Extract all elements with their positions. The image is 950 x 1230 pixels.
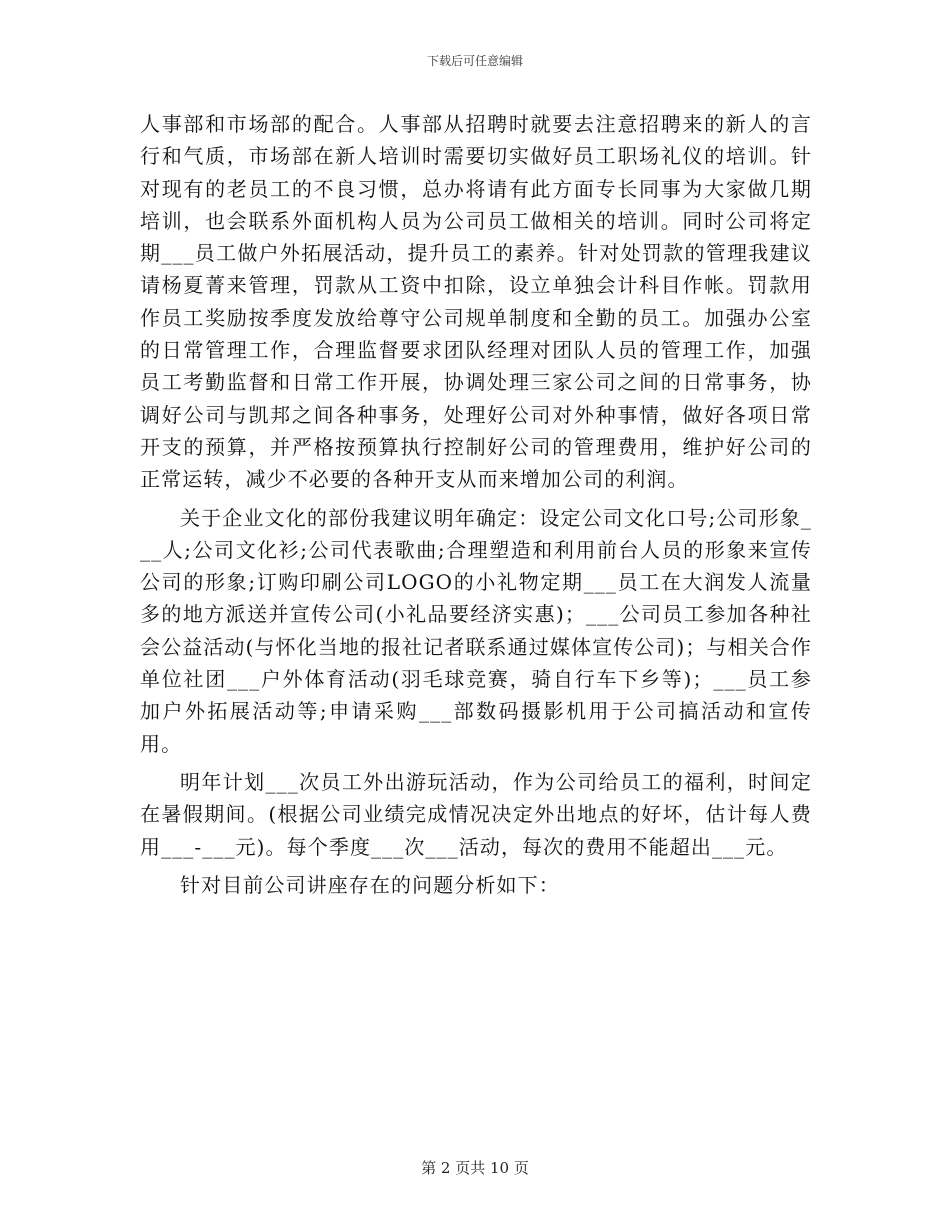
body-paragraph-4: 针对目前公司讲座存在的问题分析如下： [180,872,560,897]
body-paragraph-3: 明年计划___次员工外出游玩活动，作为公司给员工的福利，时间定在暑假期间。(根据公司业绩完成情况决定外出地点的好坏，估计每人费用___-___元)。每个季度___次___活动，每次的费用不能超出___元。 [140,769,812,859]
page-header: 下载后可任意编辑 [426,54,523,68]
document-body [140,108,812,901]
body-paragraph-1: 人事部和市场部的配合。人事部从招聘时就要去注意招聘来的新人的言行和气质，市场部在新人培训时需要切实做好员工职场礼仪的培训。针对现有的老员工的不良习惯，总办将请有此方面专长同事为大家做几期培训，也会联系外面机构人员为公司员工做相关的培训。同时公司将定期___员工做户外拓展活动，提升员工的素养。针对处罚款的管理我建议请杨夏菁来管理，罚款从工资中扣除，设立单独会计科目作帐。罚款用作员工奖励按季度发放给尊守公司规单制度和全勤的员工。加强办公室的日常管理工作，合理监督要求团队经理对团队人员的管理工作，加强员工考勤监督和日常工作开展，协调处理三家公司之间的日常事务，协调好公司与凯邦之间各种事务，处理好公司对外种事情，做好各项日常开支的预算，并严格按预算执行控制好公司的管理费用，维护好公司的正常运转，减少不必要的各种开支从而来增加公司的利润。 [140,112,812,492]
body-paragraph-2: 关于企业文化的部份我建议明年确定：设定公司文化口号;公司形象___人;公司文化衫;公司代表歌曲;合理塑造和利用前台人员的形象来宣传公司的形象;订购印刷公司LOGO的小礼物定期___员工在大润发人流量多的地方派送并宣传公司(小礼品要经济实惠)；___公司员工参加各种社会公益活动(与怀化当地的报社记者联系通过媒体宣传公司)；与相关合作单位社团___户外体育活动(羽毛球竞赛，骑自行车下乡等)；___员工参加户外拓展活动等;申请采购___部数码摄影机用于公司搞活动和宣传用。 [140,505,812,756]
page-footer: 第 2 页共 10 页 [421,1159,529,1177]
